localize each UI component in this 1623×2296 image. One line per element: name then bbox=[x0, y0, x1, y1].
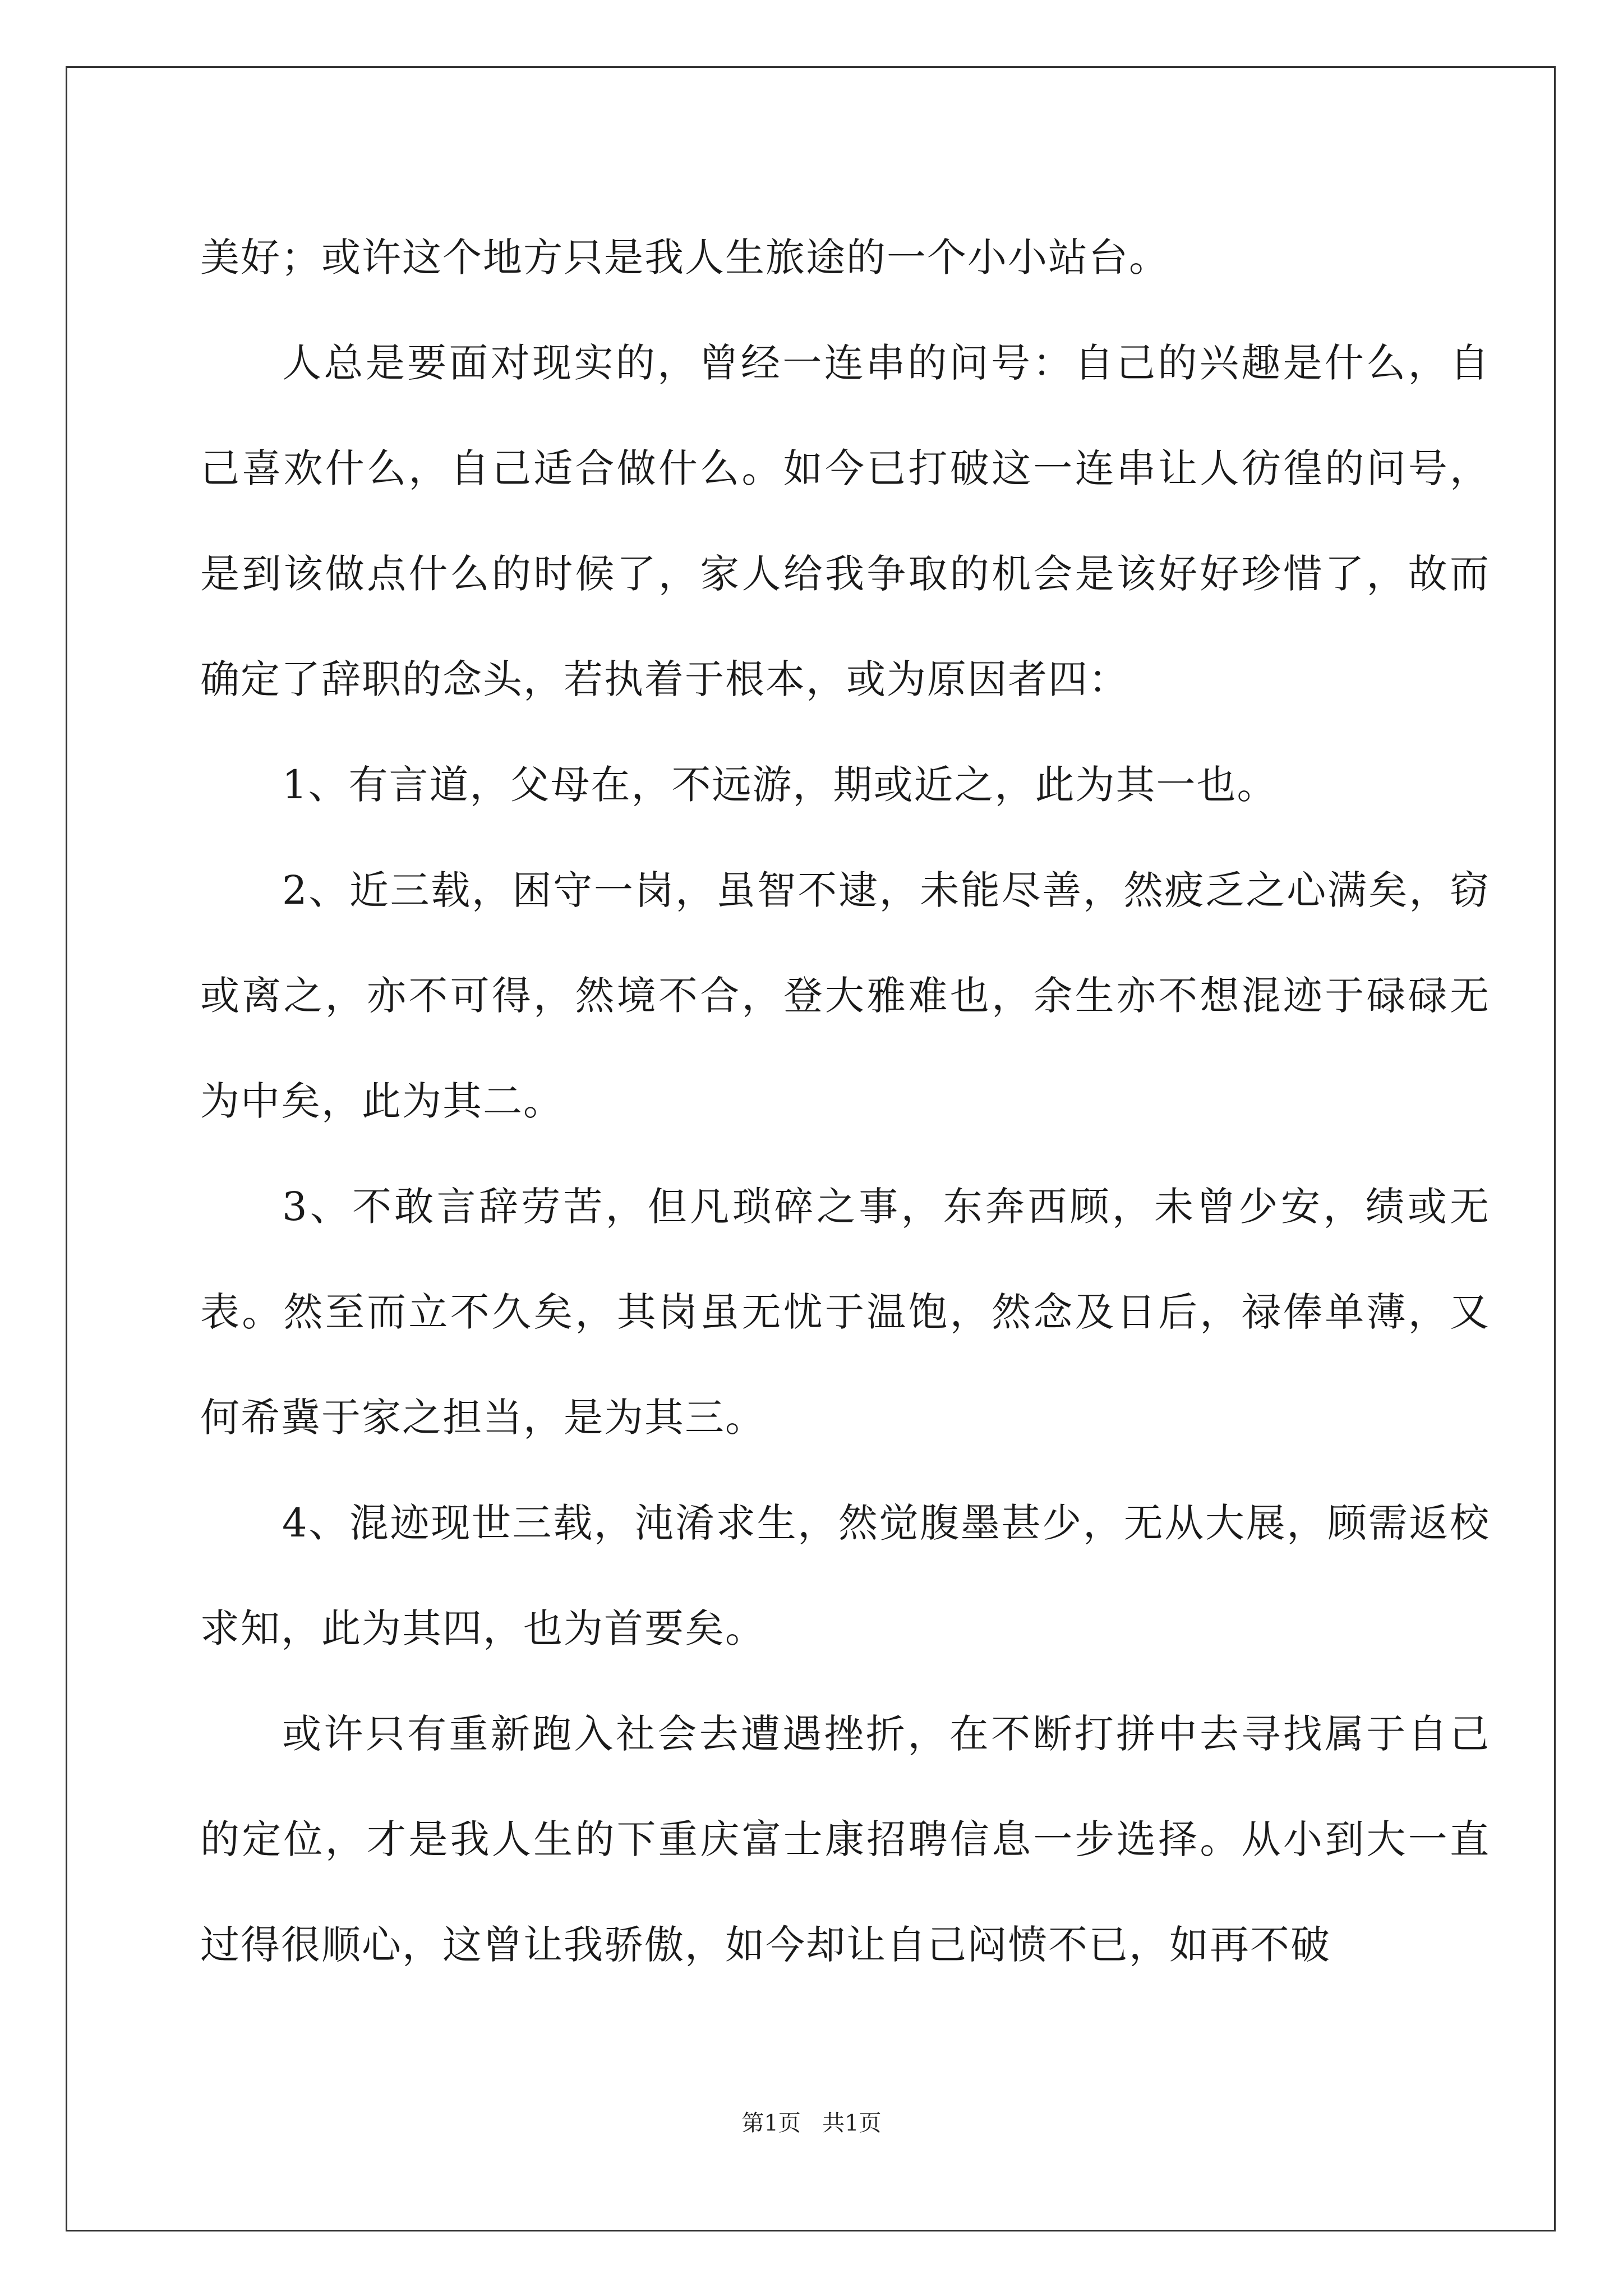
paragraph-5: 3、不敢言辞劳苦，但凡琐碎之事，东奔西顾，未曾少安，绩或无表。然至而立不久矣，其岗虽无忧于温饱，然念及日后，禄俸单薄，又何希冀于家之担当，是为其三。 bbox=[200, 1184, 1490, 1441]
page-footer bbox=[0, 2109, 1623, 2137]
paragraph-4: 2、近三载，困守一岗，虽智不逮，未能尽善，然疲乏之心满矣，窃或离之，亦不可得，然境不合，登大雅难也，余生亦不想混迹于碌碌无为中矣，此为其二。 bbox=[200, 867, 1490, 1124]
paragraph-6: 4、混迹现世三载，沌淆求生，然觉腹墨甚少，无从大展，顾需返校求知，此为其四，也为首要矣。 bbox=[200, 1500, 1490, 1651]
document-body bbox=[200, 205, 1490, 1998]
paragraph-2: 人总是要面对现实的，曾经一连串的问号：自己的兴趣是什么，自己喜欢什么，自己适合做什么。如今已打破这一连串让人彷徨的问号，是到该做点什么的时候了，家人给我争取的机会是该好好珍惜了，故而确定了辞职的念头，若执着于根本，或为原因者四： bbox=[200, 340, 1490, 702]
page-number: 第1页 bbox=[741, 2110, 801, 2136]
paragraph-7: 或许只有重新跑入社会去遭遇挫折，在不断打拼中去寻找属于自己的定位，才是我人生的下重庆富士康招聘信息一步选择。从小到大一直过得很顺心，这曾让我骄傲，如今却让自己闷愤不已，如再不破 bbox=[200, 1711, 1490, 1968]
paragraph-1: 美好；或许这个地方只是我人生旅途的一个小小站台。 bbox=[200, 234, 1169, 280]
paragraph-3: 1、有言道，父母在，不远游，期或近之，此为其一也。 bbox=[282, 762, 1278, 808]
page-total: 共1页 bbox=[822, 2110, 882, 2136]
